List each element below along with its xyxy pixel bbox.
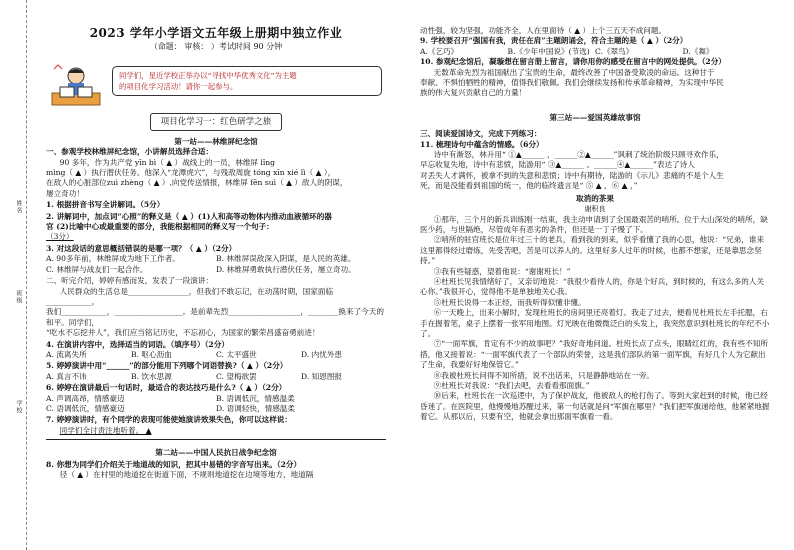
option: C. 语调低沉，情感豪迈 bbox=[46, 403, 125, 413]
option: B. 语调低沉，情感温柔 bbox=[216, 393, 295, 403]
intro-line: 在敌人的心脏部位zuì zhèng（ ▲ ）,向党传送情报，林维屏 fēn suì（ ▲ ）敌人的阴谋， bbox=[46, 178, 348, 188]
question-2-answer-line: （3分） bbox=[46, 232, 74, 242]
option: B.《少年中国说》(节选) bbox=[507, 46, 590, 56]
continued-text: 动性强，较为坚强，功能齐全，人在里面待（ ▲ ）上个三五天不成问题。 bbox=[420, 26, 667, 35]
option: A. 流离失所 bbox=[46, 349, 87, 359]
speech-line: 我们____________，__________________。是前辈先烈___________________，________换来了今天的和平。同学们， bbox=[46, 307, 384, 327]
cut-line bbox=[26, 0, 27, 550]
margin-label-name: 姓名 bbox=[15, 200, 22, 214]
question-11: 11. 梳理诗句中蕴含的情感。（6分） bbox=[420, 139, 544, 149]
margin-label-school: 学校 bbox=[15, 400, 22, 414]
station-1-title: 第一站——林维屏纪念馆 bbox=[174, 136, 258, 146]
option: D. 内忧外患 bbox=[301, 349, 343, 359]
story-title: 取消的茶果 bbox=[576, 193, 614, 203]
option: B. 林维屏误敌深入阴谋，是人民的英雄。 bbox=[216, 254, 356, 264]
section-3-heading: 三、阅读爱国诗文，完成下列练习： bbox=[420, 129, 542, 139]
story-paragraph: ⑩后来，杜班长在一次巡逻中，为了保护战友，他被敌人的枪打伤了。等到大家赶到的时候，他已经昏迷了。在医院里，他慢慢地苏醒过来，第一句话就是问“军旗在哪里？”我们把军旗递给他，他紧紧地握着它。从那以后，只要有空，他就会拿出那面军旗看一看。 bbox=[420, 391, 770, 422]
student-reading-icon bbox=[50, 63, 102, 107]
speech-line: 人民群众的生活总是________________，但我们不敢忘记，在动荡时期，国家面临____________， bbox=[46, 286, 334, 306]
intro-line: 屡立奇功！ bbox=[46, 188, 84, 198]
station-3-title: 第三站——爱国英雄故事馆 bbox=[549, 112, 641, 122]
question-4: 4. 在演讲内容中，选择适当的词语。（填序号）（2分） bbox=[46, 339, 229, 349]
margin-label-class: 班级 bbox=[15, 290, 22, 304]
question-7: 7. 婷婷演讲时，有个同学的表现可能使她演讲效果失色，你可以这样说： bbox=[46, 415, 292, 425]
question-9: 9. 学校要召开“强国有我，责任在肩”主题朗诵会，符合主题的是（ ▲ ）（2分） bbox=[420, 36, 688, 46]
question-5: 5. 婷婷演讲中用“______”的部分能用下列哪个词语替换?（ ▲ ）（2分） bbox=[46, 361, 288, 371]
page-title: 2023 学年小学语文五年级上册期中独立作业 bbox=[89, 26, 343, 40]
question-6-options bbox=[46, 394, 386, 415]
station-2-title: 第二站——中国人民抗日战争纪念馆 bbox=[155, 448, 277, 458]
option: D. 林维屏勇敢执行潜伏任务，屡立奇功。 bbox=[216, 264, 356, 274]
option: B. 饮水思源 bbox=[131, 371, 172, 381]
option: B. 呕心沥血 bbox=[131, 349, 172, 359]
question-7-answer-line: 同学们全讨责注地听着。 ▲ bbox=[59, 425, 152, 435]
question-8: 8. 你想为同学们介绍关于地道战的知识，把其中易错的字音写出来。（2分） bbox=[46, 459, 302, 469]
question-4-options bbox=[46, 350, 386, 360]
story-paragraph: ⑥一天晚上，出来小解时，发现杜班长的房间里还亮着灯。我走了过去，便看见杜班长左手托腮，右手在握着笔，桌子上摆着一张军用地图。灯光映在他微微泛白的头发上，我突然意识到杜班长的年纪不小了。 bbox=[420, 308, 770, 338]
story-paragraph: ⑧我被杜班长问得不知所措，说不出话来，只是静静地站在一旁。 bbox=[433, 370, 654, 380]
story-paragraph: ④杜班长见我情绪好了，又亲切地说：“我很少看待人的，你是个好兵，到时候的，有这么多的人关心你。”我很开心，觉得他不是单独地关心我。 bbox=[420, 276, 765, 297]
q11-line: 死，而是没能看到祖国的统一，他的临终遗言是“ ⑤ ▲ ，⑥ ▲ ，” bbox=[420, 181, 638, 191]
option: A. 90多年前，林维屏成为地下工作者。 bbox=[46, 254, 180, 264]
option: A. 真言不讳 bbox=[46, 371, 87, 381]
option: D. 语调轻快，情感温柔 bbox=[216, 403, 295, 413]
divider bbox=[46, 439, 386, 440]
option: C. 望梅欲罢 bbox=[216, 371, 257, 381]
story-paragraph: ③我有些疑惑，望着他说：“谢谢班长！” bbox=[433, 266, 571, 276]
q11-line: 早忘收复失地，诗中有悲愤，陆游用“ ③▲______ 、______④▲______”表达了诗人 bbox=[420, 160, 695, 170]
message-line: 族的伟大复兴贡献自己的力量！ bbox=[420, 88, 527, 98]
question-2: 2. 讲解词中，加点词“心照”的释义是（ ▲ ）(1)人和高等动物体内推动血液循环的器 bbox=[46, 211, 332, 221]
option: D. 知恩图报 bbox=[301, 371, 343, 381]
intro-line: 90 多年，作为共产党 yīn bì（ ▲ ）战线上的一员，林维屏 lǐng bbox=[59, 157, 276, 167]
story-paragraph: ⑨杜班长对我说：“我们去吧，去看看那面旗。” bbox=[433, 381, 590, 390]
story-paragraph: ⑦“一面军旗，肯定有不少的故事吧？”我好奇地问道。杜班长点了点头，眼睛红红的，我有些不知所措，他又接着说：“一面军旗代表了一个部队的荣誉，这是我们部队的第一面军旗，有好几个人为它献出了生命，我要好好地保管它。” bbox=[420, 339, 768, 370]
message-line: 奉献、不惧怕牺牲的精神，值得我们敬佩。我们会继续发扬和传承革命精神，为实现中华民 bbox=[420, 78, 724, 88]
question-2-cont: 官 (2)比喻中心或最重要的部分，我能根据相同的释义写一个句子： bbox=[46, 222, 274, 232]
question-5-options bbox=[46, 372, 386, 382]
right-column bbox=[420, 26, 770, 423]
question-3: 3. 对这段话的意思概括错误的是哪一项？（ ▲ ）（2分） bbox=[46, 243, 237, 253]
binding-margin bbox=[6, 0, 36, 550]
question-1: 1. 根据拼音书写全讲解词。（5分） bbox=[46, 200, 165, 210]
speech-intro: 二、听完介绍，婷婷有感而发，发表了一段演讲： bbox=[46, 276, 214, 286]
option: C.《翠鸟》 bbox=[595, 46, 634, 56]
notice-box bbox=[112, 66, 382, 96]
q11-line: 诗中有渐怒，林升用“ ①▲______ ，______②▲______”讽刺了统治阶级只顾寻欢作乐， bbox=[433, 150, 724, 160]
notice-line-1: 同学们，星近学校正举办以“寻找中华优秀文化”为主题 bbox=[119, 70, 297, 80]
notice-line-2: 的项目化学习活动！请你一起参与。 bbox=[119, 81, 238, 91]
section-1-heading: 一、参观学校林维屏纪念馆，小讲解员选择合适： bbox=[46, 147, 214, 157]
option: D.《舞》 bbox=[682, 46, 714, 56]
option: A. 声调高昂，情感豪迈 bbox=[46, 393, 125, 403]
left-column bbox=[46, 0, 386, 480]
exam-meta: （命题： 审核： ）考试时间 90 分钟 bbox=[149, 42, 283, 52]
question-8-text: 径（ ▲ ）在村里的地道挖在街道下面，不规则地道挖在边境等地方，地道隔 bbox=[59, 470, 314, 479]
story-paragraph: ①那年，三个月的新兵训练刚一结束，我主动申请到了全国最艰苦的哨所。位于大山深处的哨所，缺医少药，与世隔绝，尽管成年有恶劣的条件，但还是一丁子慢了下。 bbox=[420, 214, 768, 234]
intro-line: mìng（ ▲ ）执行潜伏任务。他深入“龙潭虎穴”，与残敌周旋 tóng xīn xié lì（ ▲ ）， bbox=[46, 168, 336, 178]
message-line: 无数革命先烈为祖国献出了宝贵的生命，最终改善了中国备受欺凌的命运。这种甘于 bbox=[433, 67, 715, 77]
option: C. 林维屏与战友们一起合作。 bbox=[46, 264, 148, 274]
question-6: 6. 婷婷在演讲最后一句话时，最适合的表达技巧是什么?（ ▲ ）（2分） bbox=[46, 383, 287, 393]
project-banner bbox=[46, 63, 386, 107]
story-paragraph: ②哨所的驻官班长是位年过三十的老兵，看到我的到来，似乎看懂了我的心思，他说：“兄弟，谁来这里都得经过磨炼，先受苦吧，苦是可以养人的。这里好多人过年的时候，也都不想家，还是靠思念坚持。” bbox=[420, 235, 765, 266]
option: C. 太平盛世 bbox=[216, 349, 257, 359]
project-tag: 项目化学习一：红色研学之旅 bbox=[150, 113, 282, 131]
option: A.《乞巧》 bbox=[420, 46, 459, 56]
question-10: 10. 参观纪念馆后，凝璇想在留言册上留言，请你用你的感受在留言中的网处提供。（2分） bbox=[420, 57, 726, 67]
speech-line: “吃水不忘挖井人”，我们应当铭记历史，不忘初心，为国家的繁荣昌盛奋勇前进！ bbox=[46, 328, 320, 338]
question-3-options bbox=[46, 254, 386, 275]
q11-line: 对丢失人才满怀，被拿不到的失意和悲愤；诗中有期待，陆游的《示儿》悲痛的不是个人生 bbox=[420, 170, 724, 180]
question-9-options bbox=[420, 47, 770, 57]
story-paragraph: ⑤杜班长说得一本正经，而我听得似懂非懂。 bbox=[433, 297, 586, 307]
story-author: 谢积良 bbox=[584, 205, 606, 214]
